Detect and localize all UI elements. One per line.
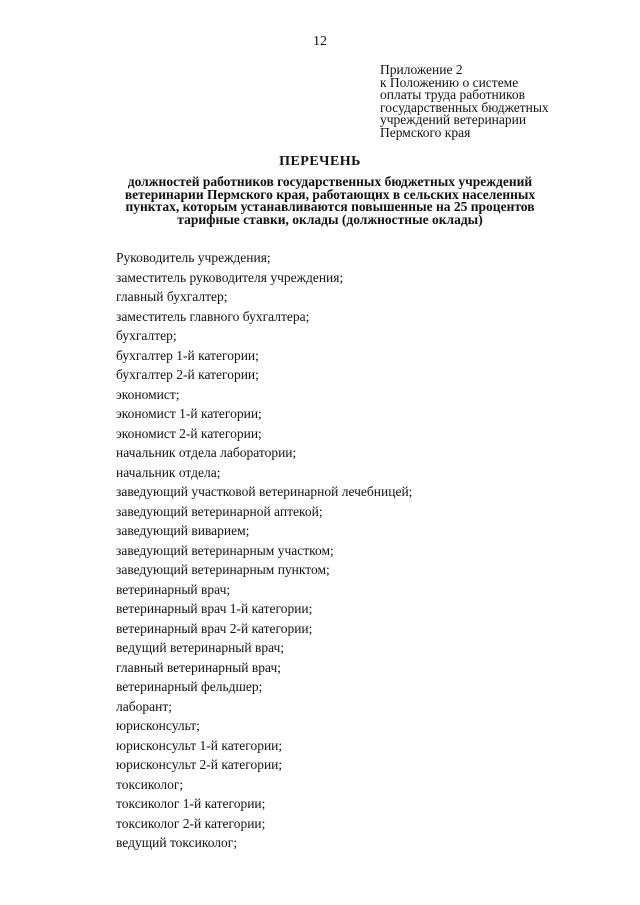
position-item: главный бухгалтер; [116,289,228,304]
appendix-reference [380,64,630,139]
position-item: экономист; [116,386,180,402]
position-item: главный ветеринарный врач; [116,659,281,675]
position-item: экономист 2-й категории; [116,425,262,441]
appendix-line: учреждений ветеринарии [380,112,527,127]
document-title: ПЕРЕЧЕНЬ [279,154,361,169]
position-item: токсиколог; [116,776,184,792]
position-item: начальник отдела лаборатории; [116,445,297,460]
position-item: лаборант; [116,698,172,714]
subtitle-line: должностей работников государственных бюджетных учреждений [127,174,533,189]
positions-list [116,248,596,853]
subtitle-line: пунктах, которым устанавливаются повышенные на 25 процентов [125,199,535,214]
appendix-line: Пермского края [380,124,471,140]
position-item: ветеринарный фельдшер; [116,679,263,694]
position-item: заведующий ветеринарным участком; [116,542,334,558]
position-item: юрисконсульт 2-й категории; [116,757,283,772]
subtitle-line: тарифные ставки, оклады (должностные оклады) [177,211,483,227]
position-item: юрисконсульт 1-й категории; [116,737,283,753]
position-item: заместитель руководителя учреждения; [116,269,344,285]
position-item: ветеринарный врач 2-й категории; [116,620,313,636]
position-item: токсиколог 1-й категории; [116,796,266,811]
position-item: бухгалтер 1-й категории; [116,347,259,363]
appendix-line: оплаты труда работников [380,87,525,102]
position-item: экономист 1-й категории; [116,406,262,421]
position-item: заведующий ветеринарным пунктом; [116,562,330,577]
position-item: ведущий токсиколог; [116,835,238,850]
position-item: токсиколог 2-й категории; [116,815,266,831]
document-subtitle [60,176,600,226]
position-item: бухгалтер; [116,328,177,343]
position-item: заведующий участковой ветеринарной лечебницей; [116,484,413,499]
position-item: ветеринарный врач; [116,581,231,597]
position-item: юрисконсульт; [116,718,200,733]
appendix-line: государственных бюджетных [380,99,549,115]
position-item: заведующий ветеринарной аптекой; [116,503,323,519]
subtitle-line: ветеринарии Пермского края, работающих в сельских населенных [124,186,536,202]
appendix-line: к Положению о системе [380,74,519,90]
position-item: заместитель главного бухгалтера; [116,308,310,324]
position-item: Руководитель учреждения; [116,250,271,265]
position-item: начальник отдела; [116,464,221,480]
position-item: заведующий виварием; [116,523,250,538]
position-item: ведущий ветеринарный врач; [116,640,285,655]
position-item: бухгалтер 2-й категории; [116,367,259,382]
appendix-line: Приложение 2 [380,62,463,77]
page-number: 12 [313,34,327,49]
position-item: ветеринарный врач 1-й категории; [116,601,313,616]
